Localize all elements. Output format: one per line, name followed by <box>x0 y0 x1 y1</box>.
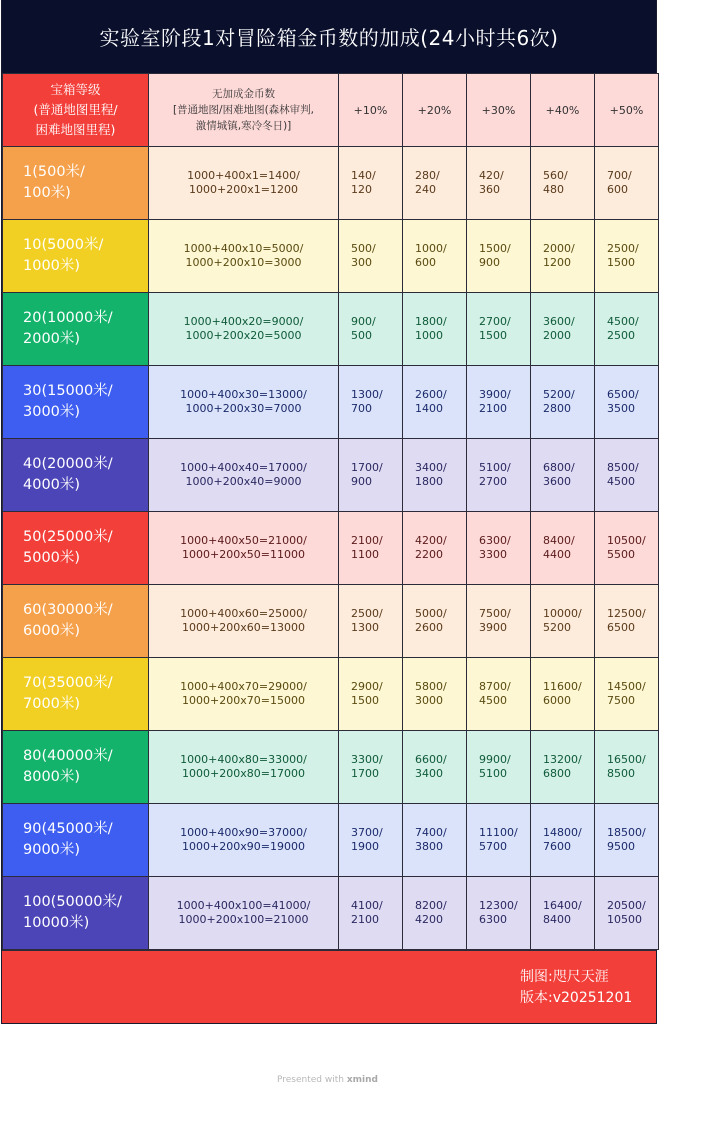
header-level-line: (普通地图里程/ <box>33 102 118 117</box>
bonus-value-line: 7500/ <box>479 607 511 620</box>
bonus-value-cell <box>595 877 659 950</box>
formula-cell <box>149 731 339 804</box>
table-row <box>3 147 659 220</box>
bonus-value-line: 3800 <box>415 840 443 853</box>
bonus-value-line: 5100/ <box>479 461 511 474</box>
formula-cell <box>149 366 339 439</box>
bonus-value-cell <box>467 439 531 512</box>
header-level-cell <box>3 74 149 147</box>
bonus-value-line: 9500 <box>607 840 635 853</box>
bonus-value-line: 8500 <box>607 767 635 780</box>
bonus-value-line: 3600 <box>543 475 571 488</box>
footer <box>2 950 656 1023</box>
bonus-value-line: 10500/ <box>607 534 646 547</box>
bonus-value-cell <box>531 220 595 293</box>
formula-line: 1000+200x20=5000 <box>185 329 302 342</box>
level-line: 10000米) <box>23 915 90 931</box>
formula-line: 1000+200x80=17000 <box>182 767 305 780</box>
formula-line: 1000+400x30=13000/ <box>180 388 307 401</box>
header-base-line: 激情城镇,寒冷冬日)] <box>195 120 292 132</box>
bonus-value-line: 5500 <box>607 548 635 561</box>
bonus-value-line: 1500 <box>607 256 635 269</box>
level-line: 20(10000米/ <box>23 310 113 326</box>
bonus-value-line: 480 <box>543 183 564 196</box>
bonus-value-line: 420/ <box>479 169 504 182</box>
formula-cell <box>149 512 339 585</box>
bonus-value-cell <box>531 147 595 220</box>
bonus-value-cell <box>595 585 659 658</box>
formula-line: 1000+400x1=1400/ <box>187 169 300 182</box>
bonus-value-line: 8400/ <box>543 534 575 547</box>
formula-line: 1000+400x40=17000/ <box>180 461 307 474</box>
bonus-value-cell <box>467 512 531 585</box>
bonus-value-line: 1300/ <box>351 388 383 401</box>
bonus-table <box>2 73 659 950</box>
bonus-value-line: 3900 <box>479 621 507 634</box>
table-row <box>3 804 659 877</box>
bonus-value-cell <box>595 293 659 366</box>
bonus-value-line: 1500/ <box>479 242 511 255</box>
bonus-value-line: 700 <box>351 402 372 415</box>
level-cell <box>3 293 149 366</box>
formula-line: 1000+200x50=11000 <box>182 548 305 561</box>
bonus-value-line: 3900/ <box>479 388 511 401</box>
bonus-value-line: 1300 <box>351 621 379 634</box>
bonus-value-line: 3600/ <box>543 315 575 328</box>
bonus-value-line: 4500/ <box>607 315 639 328</box>
table-row <box>3 439 659 512</box>
bonus-value-line: 4200 <box>415 913 443 926</box>
bonus-value-line: 140/ <box>351 169 376 182</box>
table-row <box>3 512 659 585</box>
bonus-value-line: 3700/ <box>351 826 383 839</box>
level-line: 100(50000米/ <box>23 894 122 910</box>
level-line: 50(25000米/ <box>23 529 113 545</box>
bonus-value-line: 16500/ <box>607 753 646 766</box>
bonus-value-cell <box>467 585 531 658</box>
version-label: 版本:v20251201 <box>520 990 633 1006</box>
formula-line: 1000+200x70=15000 <box>182 694 305 707</box>
level-cell <box>3 439 149 512</box>
level-line: 30(15000米/ <box>23 383 113 399</box>
bonus-value-line: 2900/ <box>351 680 383 693</box>
level-line: 5000米) <box>23 550 81 566</box>
bonus-value-cell <box>339 804 403 877</box>
bonus-value-cell <box>403 804 467 877</box>
bonus-value-cell <box>339 366 403 439</box>
bonus-value-line: 2600 <box>415 621 443 634</box>
level-line: 40(20000米/ <box>23 456 113 472</box>
bonus-value-line: 4400 <box>543 548 571 561</box>
formula-cell <box>149 439 339 512</box>
bonus-value-cell <box>467 147 531 220</box>
bonus-value-cell <box>467 220 531 293</box>
bonus-value-cell <box>595 147 659 220</box>
bonus-value-cell <box>403 366 467 439</box>
bonus-value-line: 1500 <box>351 694 379 707</box>
bonus-value-line: 1800 <box>415 475 443 488</box>
bonus-value-cell <box>595 220 659 293</box>
bonus-value-cell <box>339 439 403 512</box>
bonus-value-line: 3300 <box>479 548 507 561</box>
bonus-value-line: 10500 <box>607 913 642 926</box>
bonus-value-line: 6300 <box>479 913 507 926</box>
bonus-value-cell <box>467 658 531 731</box>
bonus-value-cell <box>403 731 467 804</box>
bonus-value-line: 4200/ <box>415 534 447 547</box>
bonus-value-cell <box>403 439 467 512</box>
bonus-value-cell <box>531 293 595 366</box>
level-line: 70(35000米/ <box>23 675 113 691</box>
bonus-value-cell <box>339 512 403 585</box>
bonus-value-line: 11600/ <box>543 680 582 693</box>
bonus-value-cell <box>531 512 595 585</box>
bonus-value-line: 2800 <box>543 402 571 415</box>
header-base-line: [普通地图/困难地图(森林审判, <box>172 104 315 116</box>
bonus-value-line: 500 <box>351 329 372 342</box>
bonus-value-line: 5200/ <box>543 388 575 401</box>
level-line: 6000米) <box>23 623 81 639</box>
bonus-value-cell <box>339 220 403 293</box>
presented-with-xmind <box>277 1075 378 1085</box>
formula-cell <box>149 658 339 731</box>
bonus-value-cell <box>403 293 467 366</box>
level-line: 3000米) <box>23 404 81 420</box>
level-line: 1(500米/ <box>23 164 85 180</box>
bonus-value-line: 500/ <box>351 242 376 255</box>
bonus-value-line: 2000 <box>543 329 571 342</box>
bonus-value-line: 2100/ <box>351 534 383 547</box>
formula-cell <box>149 804 339 877</box>
bonus-value-line: 360 <box>479 183 500 196</box>
bonus-value-line: 900 <box>479 256 500 269</box>
bonus-value-line: 12500/ <box>607 607 646 620</box>
level-cell <box>3 147 149 220</box>
bonus-value-line: 6800 <box>543 767 571 780</box>
formula-cell <box>149 147 339 220</box>
bonus-value-line: 3400 <box>415 767 443 780</box>
bonus-value-line: 1500 <box>479 329 507 342</box>
bonus-value-line: 2100 <box>479 402 507 415</box>
bonus-value-cell <box>595 439 659 512</box>
formula-line: 1000+200x1=1200 <box>189 183 298 196</box>
bonus-value-line: 6500/ <box>607 388 639 401</box>
bonus-value-cell <box>531 658 595 731</box>
bonus-value-line: 9900/ <box>479 753 511 766</box>
table-row <box>3 366 659 439</box>
formula-cell <box>149 293 339 366</box>
bonus-value-line: 11100/ <box>479 826 518 839</box>
bonus-value-line: 4500 <box>479 694 507 707</box>
bonus-value-line: 6500 <box>607 621 635 634</box>
level-cell <box>3 658 149 731</box>
bonus-value-line: 20500/ <box>607 899 646 912</box>
bonus-value-cell <box>595 512 659 585</box>
bonus-value-line: 2100 <box>351 913 379 926</box>
formula-line: 1000+400x90=37000/ <box>180 826 307 839</box>
bonus-value-line: 8500/ <box>607 461 639 474</box>
table-row <box>3 658 659 731</box>
bonus-value-line: 1700 <box>351 767 379 780</box>
bonus-value-cell <box>403 877 467 950</box>
header-bonus-cell: +30% <box>467 74 531 147</box>
bonus-value-line: 18500/ <box>607 826 646 839</box>
bonus-value-line: 240 <box>415 183 436 196</box>
formula-line: 1000+400x80=33000/ <box>180 753 307 766</box>
table-row <box>3 731 659 804</box>
header-base-line: 无加成金币数 <box>212 88 275 100</box>
table-row <box>3 877 659 950</box>
bonus-value-line: 280/ <box>415 169 440 182</box>
header-level-line: 宝箱等级 <box>50 82 101 97</box>
bonus-value-line: 4100/ <box>351 899 383 912</box>
bonus-value-line: 6800/ <box>543 461 575 474</box>
bonus-value-line: 2500/ <box>607 242 639 255</box>
table-row <box>3 585 659 658</box>
bonus-value-line: 13200/ <box>543 753 582 766</box>
formula-line: 1000+200x10=3000 <box>185 256 302 269</box>
bonus-value-line: 600 <box>415 256 436 269</box>
bonus-value-line: 1700/ <box>351 461 383 474</box>
bonus-value-line: 8200/ <box>415 899 447 912</box>
bonus-value-line: 6300/ <box>479 534 511 547</box>
bonus-value-cell <box>339 658 403 731</box>
bonus-value-line: 700/ <box>607 169 632 182</box>
level-cell <box>3 877 149 950</box>
bonus-value-cell <box>531 731 595 804</box>
bonus-value-cell <box>467 731 531 804</box>
bonus-value-line: 7400/ <box>415 826 447 839</box>
bonus-value-line: 5800/ <box>415 680 447 693</box>
bonus-value-line: 12300/ <box>479 899 518 912</box>
bonus-value-line: 560/ <box>543 169 568 182</box>
bonus-value-cell <box>595 804 659 877</box>
level-line: 7000米) <box>23 696 81 712</box>
bonus-value-line: 1100 <box>351 548 379 561</box>
bonus-value-line: 2700/ <box>479 315 511 328</box>
bonus-value-cell <box>339 731 403 804</box>
formula-line: 1000+400x20=9000/ <box>183 315 304 328</box>
presented-prefix: Presented with <box>277 1075 344 1085</box>
formula-cell <box>149 220 339 293</box>
bonus-value-line: 1900 <box>351 840 379 853</box>
bonus-value-line: 6600/ <box>415 753 447 766</box>
bonus-value-cell <box>467 366 531 439</box>
level-cell <box>3 220 149 293</box>
bonus-value-line: 6000 <box>543 694 571 707</box>
bonus-value-line: 4500 <box>607 475 635 488</box>
level-cell <box>3 366 149 439</box>
level-cell <box>3 512 149 585</box>
bonus-value-line: 1200 <box>543 256 571 269</box>
formula-line: 1000+400x100=41000/ <box>176 899 311 912</box>
bonus-value-line: 2700 <box>479 475 507 488</box>
bonus-value-line: 1000 <box>415 329 443 342</box>
formula-line: 1000+400x50=21000/ <box>180 534 307 547</box>
bonus-value-line: 2500 <box>607 329 635 342</box>
bonus-value-cell <box>339 877 403 950</box>
bonus-value-cell <box>531 439 595 512</box>
formula-line: 1000+200x60=13000 <box>182 621 305 634</box>
level-cell <box>3 731 149 804</box>
level-line: 10(5000米/ <box>23 237 104 253</box>
bonus-value-cell <box>339 293 403 366</box>
bonus-value-cell <box>531 877 595 950</box>
header-base-cell <box>149 74 339 147</box>
header-level-line: 困难地图里程) <box>35 122 116 137</box>
bonus-value-cell <box>531 366 595 439</box>
level-line: 1000米) <box>23 258 81 274</box>
table-row <box>3 293 659 366</box>
formula-line: 1000+200x30=7000 <box>185 402 302 415</box>
level-cell <box>3 585 149 658</box>
level-line: 4000米) <box>23 477 81 493</box>
bonus-value-cell <box>531 804 595 877</box>
bonus-value-line: 3000 <box>415 694 443 707</box>
bonus-value-cell <box>403 512 467 585</box>
bonus-value-line: 1000/ <box>415 242 447 255</box>
bonus-value-cell <box>403 220 467 293</box>
bonus-value-cell <box>595 731 659 804</box>
level-line: 8000米) <box>23 769 81 785</box>
level-line: 9000米) <box>23 842 81 858</box>
level-line: 2000米) <box>23 331 81 347</box>
formula-line: 1000+400x10=5000/ <box>183 242 304 255</box>
bonus-value-cell <box>339 147 403 220</box>
bonus-value-line: 3300/ <box>351 753 383 766</box>
level-cell <box>3 804 149 877</box>
table-row <box>3 220 659 293</box>
bonus-value-line: 1400 <box>415 402 443 415</box>
bonus-value-line: 300 <box>351 256 372 269</box>
formula-line: 1000+400x60=25000/ <box>180 607 307 620</box>
bonus-value-cell <box>467 877 531 950</box>
bonus-value-line: 900/ <box>351 315 376 328</box>
xmind-brand: xmind <box>346 1075 378 1085</box>
formula-cell <box>149 585 339 658</box>
bonus-value-line: 7500 <box>607 694 635 707</box>
header-row <box>3 74 659 147</box>
bonus-value-cell <box>467 804 531 877</box>
bonus-value-line: 8400 <box>543 913 571 926</box>
header-bonus-cell: +10% <box>339 74 403 147</box>
bonus-value-line: 14500/ <box>607 680 646 693</box>
bonus-value-line: 2600/ <box>415 388 447 401</box>
bonus-value-line: 2500/ <box>351 607 383 620</box>
bonus-value-cell <box>531 585 595 658</box>
formula-line: 1000+400x70=29000/ <box>180 680 307 693</box>
bonus-value-cell <box>403 147 467 220</box>
formula-line: 1000+200x90=19000 <box>182 840 305 853</box>
bonus-value-cell <box>467 293 531 366</box>
bonus-value-cell <box>403 585 467 658</box>
bonus-value-line: 10000/ <box>543 607 582 620</box>
header-bonus-cell: +20% <box>403 74 467 147</box>
bonus-value-line: 7600 <box>543 840 571 853</box>
bonus-value-line: 2000/ <box>543 242 575 255</box>
bonus-value-cell <box>595 366 659 439</box>
author-credit: 制图:咫尺天涯 <box>520 969 609 985</box>
bonus-value-line: 600 <box>607 183 628 196</box>
level-line: 90(45000米/ <box>23 821 113 837</box>
bonus-value-line: 5200 <box>543 621 571 634</box>
header-bonus-cell: +50% <box>595 74 659 147</box>
bonus-value-line: 5100 <box>479 767 507 780</box>
bonus-value-line: 2200 <box>415 548 443 561</box>
bonus-value-line: 16400/ <box>543 899 582 912</box>
bonus-value-line: 120 <box>351 183 372 196</box>
coin-bonus-table-sheet <box>1 0 657 1024</box>
formula-cell <box>149 877 339 950</box>
level-line: 80(40000米/ <box>23 748 113 764</box>
bonus-value-line: 5700 <box>479 840 507 853</box>
bonus-value-cell <box>595 658 659 731</box>
page-title: 实验室阶段1对冒险箱金币数的加成(24小时共6次) <box>2 0 656 73</box>
level-line: 100米) <box>23 185 71 201</box>
bonus-value-line: 1800/ <box>415 315 447 328</box>
bonus-value-line: 3500 <box>607 402 635 415</box>
header-bonus-cell: +40% <box>531 74 595 147</box>
bonus-value-line: 3400/ <box>415 461 447 474</box>
formula-line: 1000+200x40=9000 <box>185 475 302 488</box>
formula-line: 1000+200x100=21000 <box>178 913 309 926</box>
level-line: 60(30000米/ <box>23 602 113 618</box>
bonus-value-line: 5000/ <box>415 607 447 620</box>
bonus-value-cell <box>339 585 403 658</box>
bonus-value-cell <box>403 658 467 731</box>
bonus-value-line: 900 <box>351 475 372 488</box>
bonus-value-line: 8700/ <box>479 680 511 693</box>
bonus-value-line: 14800/ <box>543 826 582 839</box>
